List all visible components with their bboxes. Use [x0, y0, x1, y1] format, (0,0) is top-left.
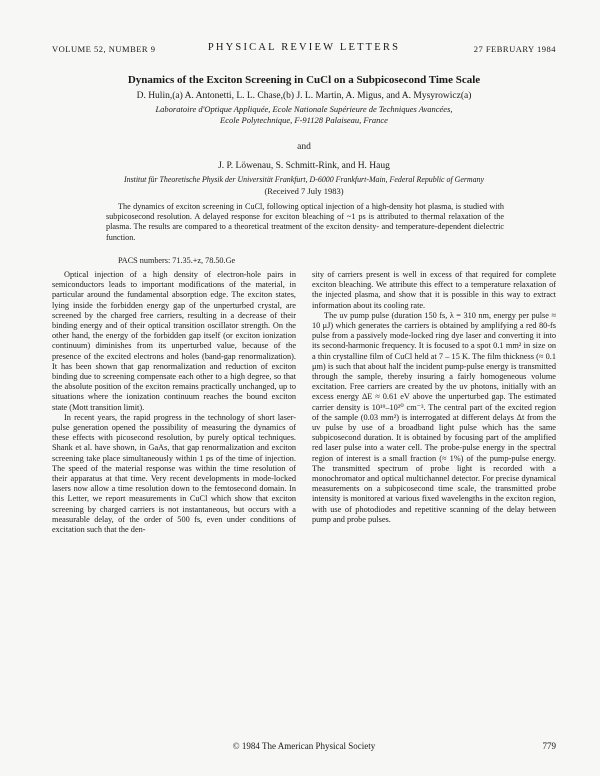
affiliation-2: Institut für Theoretische Physik der Universität Frankfurt, D-6000 Frankfurt-Main, Federal Republic of Germany [124, 175, 484, 184]
abstract-text: The dynamics of exciton screening in CuCl, following optical injection of a high-density hot plasma, is studied with subpicosecond resolution. A delayed response for exciton bleaching of ~1 ps is attributed to thermal relaxation of the plasma. The results are compared to a theoretical treatment of the exciton density- and temperature-dependent dielectric function. [106, 202, 504, 242]
paragraph: sity of carriers present is well in excess of that required for complete exciton bleaching. We attribute this effect to a temperature relaxation of the injected plasma, and show that it is possible in this way to extract information about its cooling rate. [312, 270, 556, 310]
running-head [52, 42, 556, 56]
abstract [106, 202, 504, 243]
affiliation-1-line-2: Ecole Polytechnique, F-91128 Palaiseau, France [220, 115, 388, 125]
affiliation-1-line-1: Laboratoire d'Optique Appliquée, Ecole Nationale Supérieure de Techniques Avancées, [155, 104, 453, 114]
column-right [312, 270, 556, 525]
author-list-2: J. P. Löwenau, S. Schmitt-Rink, and H. Haug [218, 161, 390, 171]
pacs-numbers: PACS numbers: 71.35.+z, 78.50.Ge [118, 256, 236, 265]
volume-number: VOLUME 52, NUMBER 9 [52, 44, 156, 54]
paragraph: In recent years, the rapid progress in the technology of short laser-pulse generation opened the possibility of measuring the dynamics of these effects with picosecond resolution, by purely optical techniques. Shank et al. have shown, in GaAs, that gap renormalization and exciton screening take place simultaneously within 1 ps of the time of injection. The speed of the material response was within the time resolution of their apparatus at that time. Very recent developments in mode-locked lasers now allow a time resolution down to the femtosecond domain. In this Letter, we report measurements in CuCl which show that exciton screening by charged carriers is not instantaneous, but occurs with a measurable delay, of the order of 500 fs, even under conditions of excitation such that the den- [52, 412, 296, 535]
column-left [52, 270, 296, 535]
paper-title: Dynamics of the Exciton Screening in CuCl on a Subpicosecond Time Scale [127, 74, 481, 86]
issue-date: 27 FEBRUARY 1984 [473, 44, 556, 54]
author-list-1: D. Hulin,(a) A. Antonetti, L. L. Chase,(b) J. L. Martin, A. Migus, and A. Mysyrowicz(a) [136, 91, 472, 101]
received-date: (Received 7 July 1983) [264, 186, 344, 196]
journal-name: PHYSICAL REVIEW LETTERS [207, 42, 401, 53]
copyright-notice: © 1984 The American Physical Society [232, 741, 376, 751]
page-footer [52, 741, 556, 755]
and-separator: and [297, 142, 311, 152]
page-number: 779 [542, 741, 556, 751]
paragraph: The uv pump pulse (duration 150 fs, λ = 310 nm, energy per pulse ≈ 10 μJ) which generates the carriers is obtained by amplifying a red 80-fs pulse from a passively mode-locked ring dye laser and converting it into its second-harmonic frequency. It is focused to a spot 0.1 mm² in size on a thin crystalline film of CuCl held at 7 – 15 K. The film thickness (≈ 0.1 μm) is such that about half the incident pump-pulse energy is transmitted through the sample, thereby insuring a fairly homogeneous volume excitation. Free carriers are created by the uv photons, initially with an excess energy ΔE ≈ 0.61 eV above the unperturbed gap. The estimated carrier density is 10¹⁹–10²⁰ cm⁻³. The central part of the excited region of the sample (0.03 mm²) is interrogated at different delays Δt from the uv pulse by use of a broadband light pulse which has the same subpicosecond duration. It is obtained by focusing part of the amplified red laser pulse into a water cell. The probe-pulse energy in the spectral region of interest is a small fraction (≈ 1%) of the pump-pulse energy. The transmitted spectrum of probe light is recorded with a monochromator and optical multichannel detector. For precise dynamical measurements on a subpicosecond time scale, the transmitted probe intensity is monitored at various fixed wavelengths in the exciton region, with use of photodiodes and repetitive scanning of the delay between pump and probe pulses. [312, 310, 556, 524]
paragraph: Optical injection of a high density of electron-hole pairs in semiconductors leads to important modifications of the material, in particular around the fundamental absorption edge. The exciton states, lying inside the forbidden energy gap of the unperturbed crystal, are screened by the charged free carriers, resulting in a decrease of their binding energy and of their optical transition oscillator strength. On the other hand, the energy of the forbidden gap itself (or exciton ionization continuum) diminishes from its unperturbed value, because of the presence of the excited electrons and holes (band-gap renormalization). It has been shown that gap renormalization and reduction of exciton binding due to screening compensate each other to a high degree, so that the absolute position of the exciton remains practically unchanged, up to situations where the ionization continuum reaches the bound exciton state (Mott transition limit). [52, 270, 296, 412]
